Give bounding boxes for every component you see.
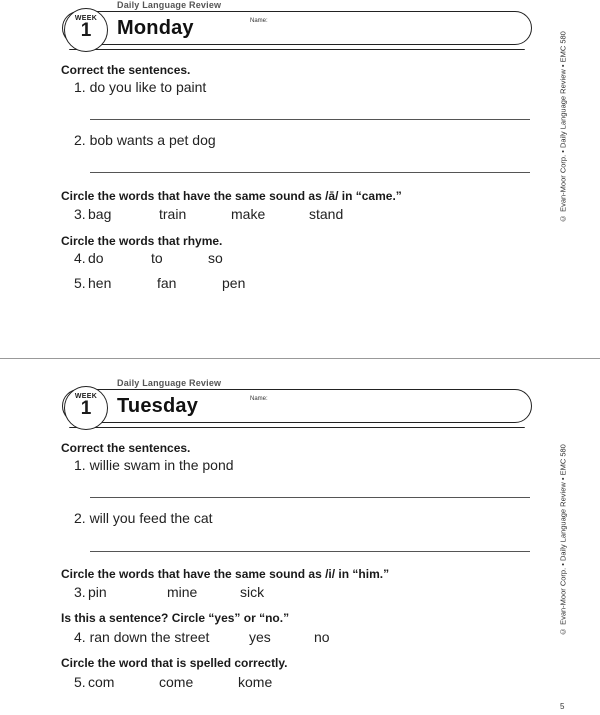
item-number: 3. <box>74 584 86 600</box>
section-heading: Circle the words that have the same sound as /i/ in “him.” <box>61 567 390 581</box>
word-choice[interactable]: sick <box>240 584 265 600</box>
word-choice[interactable]: kome <box>238 674 273 690</box>
tuesday-worksheet <box>0 378 600 715</box>
section-heading: Circle the words that have the same sound as /ā/ in “came.” <box>61 189 402 203</box>
item-number: 4. <box>74 250 86 266</box>
word-choice[interactable]: make <box>231 206 266 222</box>
choice-yes[interactable]: yes <box>249 629 271 645</box>
section-heading: Is this a sentence? Circle “yes” or “no.” <box>61 611 290 625</box>
word-choice[interactable]: hen <box>88 275 112 291</box>
page-number: 5 <box>560 702 565 711</box>
name-label: Name: <box>250 18 268 24</box>
sentence-item: 1. do you like to paint <box>74 79 207 95</box>
week-badge <box>64 8 108 52</box>
sentence-item: 2. will you feed the cat <box>74 510 213 526</box>
word-choice[interactable]: do <box>88 250 104 266</box>
answer-line[interactable] <box>90 551 530 552</box>
day-title: Monday <box>117 17 194 39</box>
week-label: WEEK <box>74 15 98 22</box>
cut-line <box>0 358 600 359</box>
answer-line[interactable] <box>90 497 530 498</box>
week-badge <box>64 386 108 430</box>
series-title: Daily Language Review <box>117 0 222 10</box>
sentence-item: 4. ran down the street <box>74 629 210 645</box>
section-heading: Circle the words that rhyme. <box>61 234 223 248</box>
answer-line[interactable] <box>90 172 530 173</box>
week-number: 1 <box>80 20 92 41</box>
choice-no[interactable]: no <box>314 629 330 645</box>
day-title: Tuesday <box>117 395 199 417</box>
word-choice[interactable]: bag <box>88 206 112 222</box>
section-heading: Circle the word that is spelled correctly. <box>61 656 288 670</box>
series-title: Daily Language Review <box>117 378 222 388</box>
word-choice[interactable]: com <box>88 674 115 690</box>
name-label: Name: <box>250 396 268 402</box>
item-number: 5. <box>74 674 86 690</box>
word-choice[interactable]: come <box>159 674 194 690</box>
answer-line[interactable] <box>90 119 530 120</box>
section-heading: Correct the sentences. <box>61 63 191 77</box>
word-choice[interactable]: so <box>208 250 223 266</box>
word-choice[interactable]: mine <box>167 584 198 600</box>
section-heading: Correct the sentences. <box>61 441 191 455</box>
word-choice[interactable]: pin <box>88 584 107 600</box>
word-choice[interactable]: fan <box>157 275 177 291</box>
week-number: 1 <box>80 398 92 419</box>
sentence-item: 1. willie swam in the pond <box>74 457 234 473</box>
item-number: 3. <box>74 206 86 222</box>
word-choice[interactable]: stand <box>309 206 344 222</box>
sentence-item: 2. bob wants a pet dog <box>74 132 216 148</box>
copyright-side-text: © Evan-Moor Corp. • Daily Language Review • EMC 580 <box>558 31 568 224</box>
word-choice[interactable]: to <box>151 250 163 266</box>
item-number: 5. <box>74 275 86 291</box>
word-choice[interactable]: train <box>159 206 187 222</box>
week-label: WEEK <box>74 393 98 400</box>
copyright-side-text: © Evan-Moor Corp. • Daily Language Review • EMC 580 <box>558 444 568 637</box>
word-choice[interactable]: pen <box>222 275 246 291</box>
